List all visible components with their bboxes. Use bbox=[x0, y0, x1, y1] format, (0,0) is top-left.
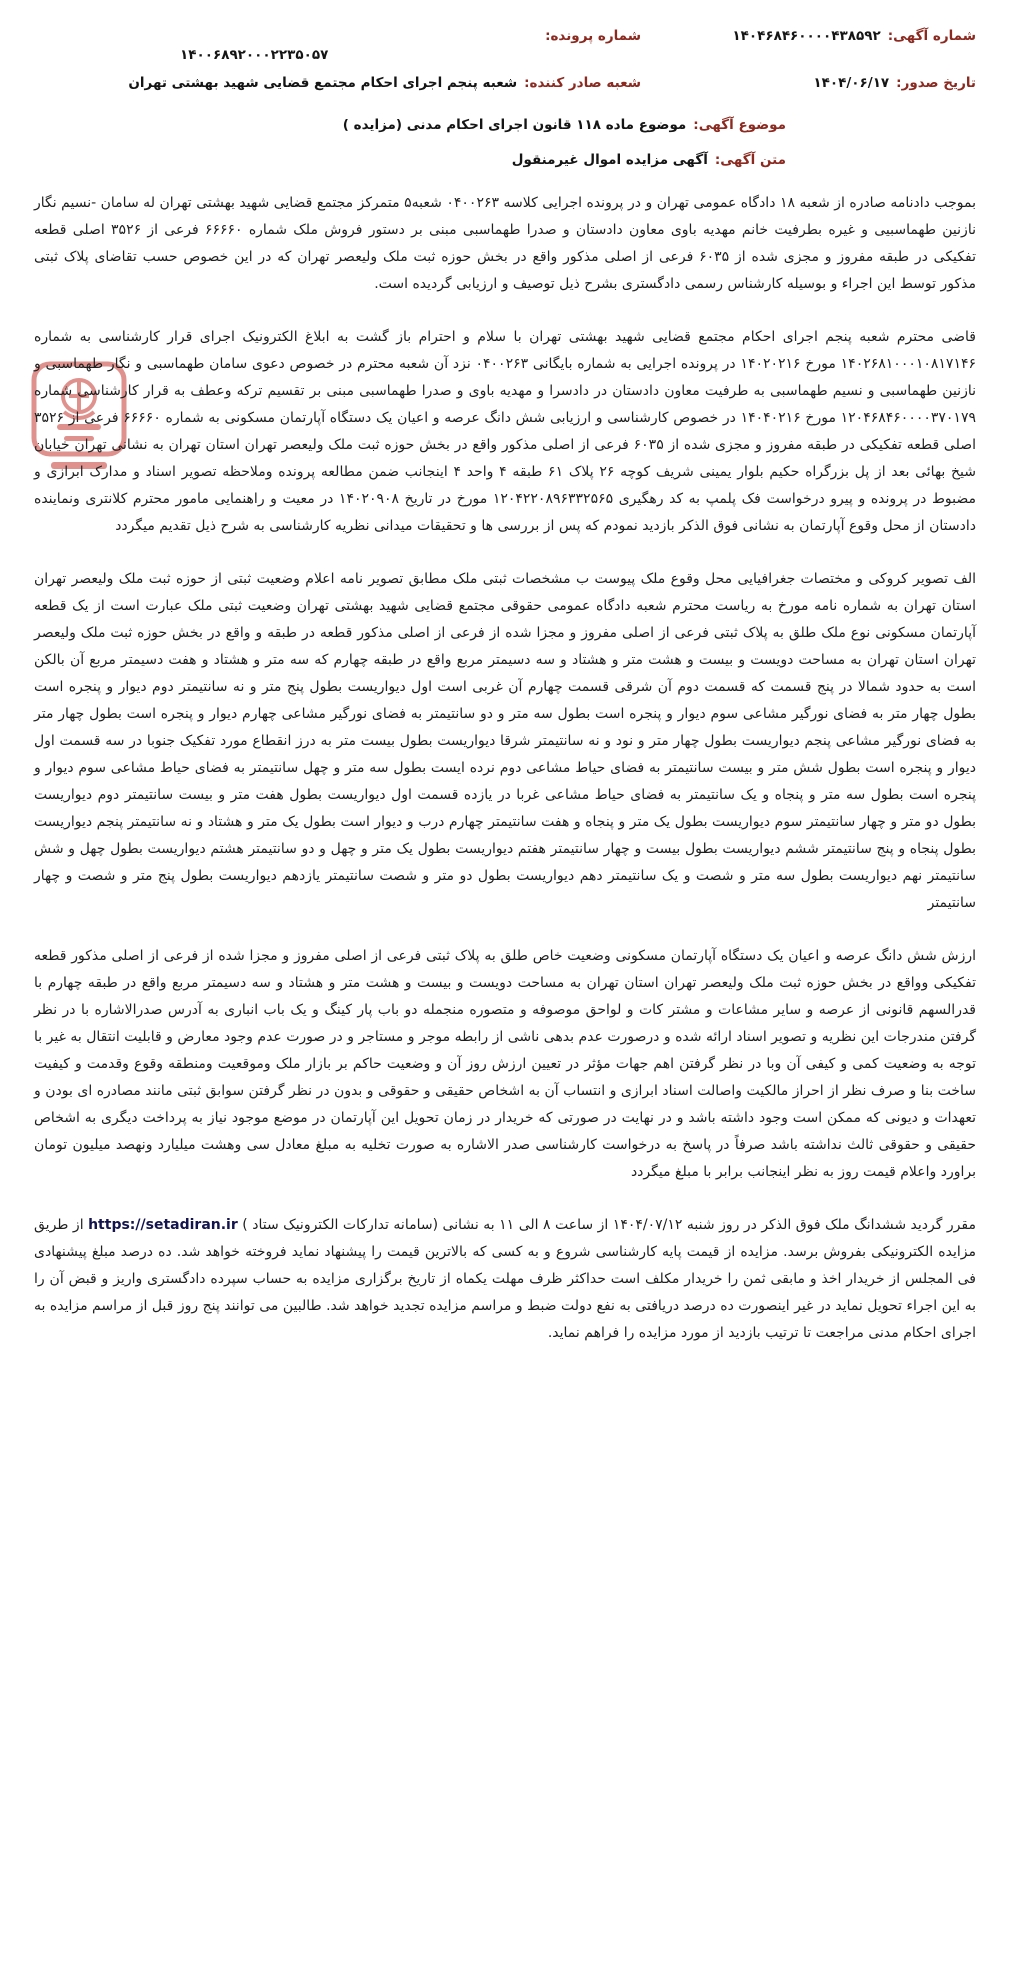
issuing-branch-label: شعبه صادر کننده: bbox=[524, 75, 641, 91]
header-row-subject bbox=[34, 117, 976, 133]
issue-date-label: تاریخ صدور: bbox=[896, 75, 976, 91]
issue-date-field bbox=[641, 75, 976, 91]
case-number-field bbox=[34, 28, 641, 63]
notice-number-label: شماره آگهی: bbox=[887, 28, 976, 44]
document-header bbox=[34, 28, 976, 168]
case-number-value: ۱۴۰۰۶۸۹۲۰۰۰۲۲۳۵۰۵۷ bbox=[180, 47, 329, 63]
header-row-2 bbox=[34, 75, 976, 91]
issuing-branch-value: شعبه پنجم اجرای احکام مجتمع قضایی شهید بهشتی تهران bbox=[128, 75, 518, 91]
setadiran-link[interactable]: https://setadiran.ir bbox=[88, 1217, 238, 1233]
auction-terms-text-before-link: مقرر گردید ششدانگ ملک فوق الذکر در روز شنبه ۱۴۰۴/۰۷/۱۲ از ساعت ۸ الی ۱۱ به نشانی (سامانه تدارکات الکترونیک ستاد ) bbox=[242, 1217, 976, 1233]
auction-terms-text-after-link: از طریق مزایده الکترونیکی بفروش برسد. مزایده از قیمت پایه کارشناسی شروع و به کسی که بالاترین قیمت را پیشنهاد نماید فروخته خواهد شد. ده درصد مبلغ پیشنهادی فی المجلس از خریدار اخذ و مابقی ثمن را خریدار مکلف است حداکثر ظرف مهلت یکماه از تاریخ برگزاری مزایده به حساب سپرده دادگستری واریز و قبض آن را به این اجراء تحویل نماید در غیر اینصورت ده درصد دریافتی به نفع دولت ضبط و مراسم مزایده تجدید خواهد شد. طالبین می توانند پنج روز قبل از مراسم مزایده به اجرای احکام مدنی مراجعت تا ترتیب بازدید از مورد مزایده را فراهم نماید. bbox=[34, 1217, 976, 1341]
paragraph-auction-terms bbox=[34, 1212, 976, 1347]
issue-date-value: ۱۴۰۴/۰۶/۱۷ bbox=[813, 75, 890, 91]
paragraph-expert-appointment: قاضی محترم شعبه پنجم اجرای احکام مجتمع قضایی شهید بهشتی تهران با سلام و احترام باز گشت به ابلاغ الکترونیک اجرای قرار کارشناسی به شماره ۱۴۰۲۶۸۱۰۰۰۱۰۸۱۷۱۴۶ مورخ ۱۴۰۲۰۲۱۶ در پرونده اجرایی به شماره بایگانی ۰۴۰۰۲۶۳ نزد آن شعبه محترم در خصوص دعوی سامان طهماسبی و نگار طهماسبی و نازنین طهماسبی و نسیم طهماسبی به طرفیت معاون دادستان در دادسرا و مهدیه باوی و صدرا طهماسبی مبنی بر تقسیم ترکه وعطف به قرار کارشناسی شماره ۱۲۰۴۶۸۴۶۰۰۰۰۳۷۰۱۷۹ مورخ ۱۴۰۴۰۲۱۶ در خصوص کارشناسی و ارزیابی شش دانگ عرصه و اعیان یک دستگاه آپارتمان مسکونی به شماره ۶۶۶۶۰ فرعی از ۳۵۲۶ اصلی قطعه تفکیکی در طبقه مفروز و مجزی شده از ۶۰۳۵ فرعی از اصلی مذکور واقع در بخش حوزه ثبت ملک ولیعصر تهران استان تهران به نشانی تهران خیابان شیخ بهائی بعد از پل بزرگراه حکیم بلوار یمینی شریف کوچه ۲۶ پلاک ۶۱ طبقه ۴ واحد ۴ اینجانب ضمن مطالعه پرونده وملاحظه تصویر اسناد و مدارک ابرازی و مضبوط در پرونده و پیرو درخواست فک پلمپ به کد رهگیری ۱۲۰۴۲۲۰۸۹۶۳۳۲۵۶۵ مورخ در تاریخ ۱۴۰۲۰۹۰۸ در معیت و راهنمایی مامور محترم کلانتری ونماینده دادستان از محل وقوع آپارتمان به نشانی فوق الذکر بازدید نمودم که پس از بررسی ها و تحقیقات میدانی نظریه کارشناسی به شرح ذیل تقدیم میگردد bbox=[34, 329, 977, 534]
paragraph-court-order: بموجب دادنامه صادره از شعبه ۱۸ دادگاه عمومی تهران و در پرونده اجرایی کلاسه ۰۴۰۰۲۶۳ شعبه۵ متمرکز مجتمع قضایی شهید بهشتی تهران له سامان -نسیم نگار نازنین طهماسبیی و غیره بطرفیت خانم مهدیه باوی معاون دادستان و صدرا طهماسبی مبنی بر دستور فروش ملک شماره ۶۶۶۶۰ فرعی از ۳۵۲۶ اصلی قطعه تفکیکی در طبقه مفروز و مجزی شده از ۶۰۳۵ فرعی از اصلی مذکور واقع در بخش حوزه ثبت ملک ولیعصر تهران که در این خصوص حسب تقاضای پلاک ثبتی مذکور توسط این اجراء و بوسیله کارشناس رسمی دادگستری بشرح ذیل توصیف و ارزیابی گردیده است. bbox=[34, 195, 976, 292]
notice-body bbox=[34, 190, 976, 1347]
notice-number-value: ۱۴۰۴۶۸۴۶۰۰۰۰۴۳۸۵۹۲ bbox=[732, 28, 881, 44]
paragraph-property-description: الف تصویر کروکی و مختصات جغرافیایی محل وقوع ملک پیوست ب مشخصات ثبتی ملک مطابق تصویر نامه اعلام وضعیت ثبتی از حوزه ثبت ملک ولیعصر تهران استان تهران به شماره نامه مورخ به ریاست محترم شعبه دادگاه عمومی حقوقی مجتمع قضایی شهید بهشتی تهران وضعیت ثبتی ملک عبارت است از یک قطعه آپارتمان مسکونی نوع ملک طلق به پلاک ثبتی فرعی از اصلی مفروز و مجزا شده از فرعی از اصلی مذکور قطعه در طبقه و واقع در بخش حوزه ثبت ملک ولیعصر تهران استان تهران به مساحت دویست و بیست و هشت متر و هشتاد و سه دسیمتر مربع واقع در طبقه چهارم که سه متر و هشتاد و هفت دسیمتر مربع آن بالکن است به حدود شمالا در پنج قسمت که قسمت دوم آن شرقی قسمت چهارم آن غربی است اول دیواریست بطول پنج متر و نه سانتیمتر دوم دیوار و پنجره است بطول چهار متر به فضای نورگیر مشاعی سوم دیوار و پنجره است بطول سه متر و دو سانتیمتر به فضای نورگیر مشاعی چهارم دیوار و پنجره است بطول چهار متر به فضای نورگیر مشاعی پنجم دیواریست بطول چهار متر و نود و نه سانتیمتر شرقا دیواریست بطول بیست متر به درز انقطاع مورد تفکیک جنوبا در سه قسمت اول دیوار و پنجره است بطول شش متر و بیست سانتیمتر به فضای حیاط مشاعی دوم نرده ایست بطول سه متر و چهل سانتیمتر به فضای حیاط مشاعی سوم دیوار و پنجره است بطول سه متر و پنجاه و یک سانتیمتر به فضای حیاط مشاعی غربا در یازده قسمت اول دیواریست بطول هفت متر و بیست سانتیمتر دوم دیواریست بطول دو متر و چهار سانتیمتر سوم دیواریست بطول یک متر و پنجاه و هفت سانتیمتر چهارم درب و دیوار است بطول یک متر و هشتاد و نه سانتیمتر پنجم دیواریست بطول پنجاه و پنج سانتیمتر ششم دیواریست بطول بیست و چهار سانتیمتر هفتم دیواریست بطول یک متر و چهل و دو سانتیمتر هشتم دیواریست بطول چهل و شش سانتیمتر نهم دیواریست بطول سه متر و شصت و یک سانتیمتر دهم دیواریست بطول دو متر و شصت سانتیمتر یازدهم دیواریست بطول پنج متر و شصت و چهار سانتیمتر bbox=[34, 571, 976, 911]
subject-value: موضوع ماده ۱۱۸ قانون اجرای احکام مدنی (مزایده ) bbox=[342, 117, 687, 133]
header-row-1 bbox=[34, 28, 976, 63]
paragraph-valuation: ارزش شش دانگ عرصه و اعیان یک دستگاه آپارتمان مسکونی وضعیت خاص طلق به پلاک ثبتی فرعی از اصلی مفروز و مجزا شده از فرعی از اصلی مذکور قطعه تفکیکی وواقع در بخش حوزه ثبت ملک ولیعصر تهران استان تهران به مساحت دویست و بیست و هشت متر و هشتاد و سه دسیمتر مربع واقع در طبقه چهارم با قدرالسهم قانونی از عرصه و سایر مشاعات و مشتر کات و لواحق موصوفه و متصوره منجمله دو باب پار کینگ و یک باب انباری به آدرس صدرالاشاره با در نظر گرفتن مندرجات این نظریه و تصویر اسناد ارائه شده و درصورت عدم بدهی ناشی از رابطه موجر و مستاجر و در صورت عدم وجود معارض و قابلیت انتقال به غیر با توجه به وضعیت کمی و کیفی آن وبا در نظر گرفتن اهم جهات مؤثر در تعیین ارزش روز آن و وضعیت حاکم بر بازار ملک وموقعیت ومنطقه وقوع وقدمت و کیفیت ساخت بنا و صرف نظر از احراز مالکیت واصالت اسناد ابرازی و انتساب آن به اشخاص حقیقی و حقوقی و بدون در نظر گرفتن سوابق ثبتی مانند مصادره ای بودن و تعهدات و دیونی که ممکن است وجود داشته باشد و در نهایت در صورتی که خریدار در زمان تحویل این آپارتمان در موضع موجود نیاز به پرداخت دیگری به اشخاص حقیقی و حقوقی ثالث نداشته باشد صرفاً در پاسخ به درخواست کارشناسی صدر الاشاره به صورت تخلیه به مبلغ معادل سی وهشت میلیارد ونهصد میلیون تومان براورد واعلام قیمت روز به نظر اینجانب برابر با مبلغ میگردد bbox=[34, 948, 976, 1180]
header-row-notice-title bbox=[34, 152, 976, 168]
subject-label: موضوع آگهی: bbox=[693, 117, 786, 133]
case-number-label: شماره پرونده: bbox=[545, 28, 641, 44]
notice-title-value: آگهی مزایده اموال غیرمنقول bbox=[511, 152, 708, 168]
notice-title-label: متن آگهی: bbox=[714, 152, 786, 168]
subject-field bbox=[343, 117, 786, 133]
issuing-branch-field bbox=[34, 75, 641, 91]
notice-title-field bbox=[512, 152, 786, 168]
notice-number-field bbox=[641, 28, 976, 63]
